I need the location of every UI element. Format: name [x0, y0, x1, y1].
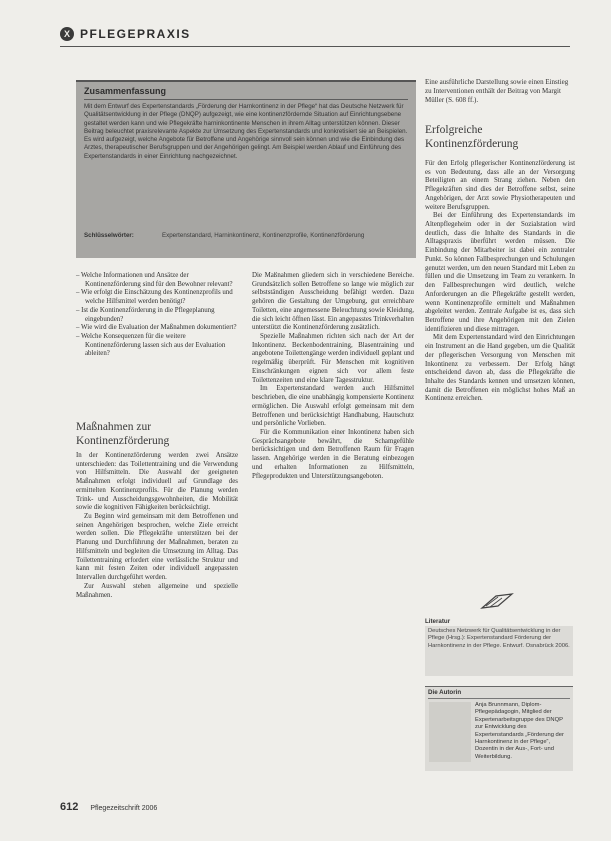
author-text: Anja Brunnmann, Diplom-Pflegepädagogin, Mitglied der Expertenarbeitsgruppe des DNQP zur Entwicklung des Expertenstandards „Förderung der Harnkontinenz in der Pflege“, Dozentin in der Aus-, Fort- und Weiterbildung. [475, 702, 564, 760]
author-box [425, 686, 573, 771]
brand-badge-icon: X [60, 27, 74, 41]
paragraph: Zu Beginn wird gemeinsam mit dem Betroffenen und seinen Angehörigen besprochen, welche Ziele erreicht werden sollen. Die Pflegekräfte unterstützen bei der Planung und Durchführung der Maßnahmen, beraten zu Hilfsmitteln und begleiten die Umsetzung im Alltag. Das Toilettentraining erfordert eine verlässliche Struktur und kann mit festen Zeiten oder individuell angepassten Intervallen durchgeführt werden. [76, 513, 238, 582]
literature-heading: Literatur [425, 618, 451, 625]
paragraph: Die Maßnahmen gliedern sich in verschiedene Bereiche. Grundsätzlich sollen Betroffene so lange wie möglich zur selbstständigen Ausscheidung befähigt werden. Dazu gehören die Gestaltung der Umgebung, gut erreichbare Toiletten, eine angemessene Beleuchtung sowie Kleidung, die sich leicht öffnen lässt. Ein angepasstes Trinkverhalten unterstützt die Kontinenzförderung zusätzlich. [252, 272, 414, 332]
brand-header [60, 27, 191, 41]
keywords-label: Schlüsselwörter: [84, 232, 134, 239]
author-divider [428, 698, 570, 699]
right-column-continuation: Eine ausführliche Darstellung sowie einen Einstieg zu Interventionen enthält der Beitrag von Margit Müller (S. 608 ff.). [425, 78, 569, 104]
book-icon [480, 590, 514, 612]
paragraph: Zur Auswahl stehen allgemeine und spezielle Maßnahmen. [76, 582, 238, 599]
author-heading: Die Autorin [428, 689, 462, 696]
summary-heading: Zusammenfassung [84, 86, 167, 96]
summary-box [76, 80, 416, 258]
paragraph: Für die Kommunikation einer Inkontinenz haben sich Gesprächsangebote bewährt, die Schamgefühle berücksichtigen und dem Betroffenen Raum für Fragen lassen. Angehörige werden in die Beratung einbezogen und erhalten Informationen zu Hilfsmitteln, Pflegeprodukten und Unterstützungsangeboten. [252, 428, 414, 480]
right-column-text [425, 160, 575, 585]
summary-text: Mit dem Entwurf des Expertenstandards „Förderung der Harnkontinenz in der Pflege“ hat das Deutsche Netzwerk für Qualitätsentwicklung in der Pflege (DNQP) aufgezeigt, wie eine kontinenzfördernde Situation auf Einrichtungsebene gestaltet werden kann und wie Pflegekräfte harninkontinente Menschen in ihrem Alltag unterstützen können. Dieser Beitrag beleuchtet praxisrelevante Aspekte zur Umsetzung des Expertenstandards und konkretisiert sie an Beispielen. Es wird aufgezeigt, welche Angebote für Betroffene und Angehörige sinnvoll sein können und wie die Einbindung des Arztes, therapeutischer Berufsgruppen und der Angehörigen gelingt. Am Beispiel werden Ablauf und Einführung des Expertenstandards in einer Einrichtung nachgezeichnet. [84, 103, 408, 160]
left-column-text [76, 452, 238, 792]
list-item: – Wie erfolgt die Einschätzung des Kontinenzprofils und welche Hilfsmittel werden benötigt? [76, 289, 233, 306]
section-title: PFLEGEPRAXIS [80, 27, 191, 41]
summary-divider [84, 99, 408, 100]
heading-measures: Maßnahmen zur Kontinenzförderung [76, 421, 170, 447]
paragraph: Für den Erfolg pflegerischer Kontinenzförderung ist es von Bedeutung, dass alle an der Versorgung Beteiligten an einem Strang ziehen. Neben den Pflegekräften sind dies der Betroffene selbst, seine Angehörigen, der Arzt sowie Physiotherapeuten und weitere Berufsgruppen. [425, 160, 575, 211]
page-footer [60, 801, 157, 813]
list-item: – Welche Informationen und Ansätze der Kontinenzförderung sind für den Bewohner relevant? [76, 272, 233, 288]
paragraph: Bei der Einführung des Expertenstandards im Altenpflegeheim oder in der Sozialstation wird deutlich, dass die Inhalte des Standards in die Alltagspraxis überführt werden müssen. Die Einbindung der Mitarbeiter ist dabei ein zentraler Punkt. So können Fallbesprechungen und Schulungen genutzt werden, um den neuen Standard mit Leben zu füllen und die Umsetzung im Team zu verankern. In den Fallbesprechungen wird deutlich, welche Anforderungen an die Pflegekräfte gestellt werden, wenn Kontinenzprofile ermittelt und Maßnahmen abgeleitet werden. Zentrale Aufgabe ist es, dass sich Betroffene und ihre Angehörigen mit den Zielen identifizieren und diese mittragen. [425, 212, 575, 333]
list-item: – Wie wird die Evaluation der Maßnahmen dokumentiert? [76, 324, 237, 332]
header-divider [60, 46, 570, 47]
question-list [76, 272, 238, 359]
journal-name: Pflegezeitschrift 2006 [90, 805, 158, 812]
list-item: – Welche Konsequenzen für die weitere Kontinenzförderung lassen sich aus der Evaluation ableiten? [76, 333, 226, 358]
list-item: – Ist die Kontinenzförderung in die Pflegeplanung eingebunden? [76, 306, 215, 323]
literature-text: Deutsches Netzwerk für Qualitätsentwicklung in der Pflege (Hrsg.): Expertenstandard Förderung der Harnkontinenz in der Pflege. Entwurf. Osnabrück 2006. [425, 626, 573, 676]
page-number: 612 [60, 801, 79, 813]
paragraph: Mit dem Expertenstandard wird den Einrichtungen ein Instrument an die Hand gegeben, um die Qualität der pflegerischen Versorgung von Menschen mit Inkontinenz zu verbessern. Der Erfolg hängt entscheidend davon ab, dass die Pflegekräfte die Inhalte des Standards kennen und umsetzen können, damit die Betroffenen ein möglichst hohes Maß an Kontinenz erreichen. [425, 334, 575, 403]
paragraph: In der Kontinenzförderung werden zwei Ansätze unterschieden: das Toilettentraining und die Verwendung von Hilfsmitteln. Die Auswahl der geeigneten Maßnahmen erfolgt individuell auf Grundlage des ermittelten Kontinenzprofils. Für die Planung werden Trink- und Ausscheidungsgewohnheiten, die Mobilität sowie die kognitiven Fähigkeiten berücksichtigt. [76, 452, 238, 512]
author-photo [429, 702, 471, 762]
keywords-text: Expertenstandard, Harninkontinenz, Kontinenzprofile, Kontinenzförderung [162, 232, 365, 239]
paragraph: Im Expertenstandard werden auch Hilfsmittel beschrieben, die eine unabhängig kompensierte Kontinenz ermöglichen. Die Auswahl erfolgt gemeinsam mit dem Betroffenen und berücksichtigt Handhabung, Hautschutz und persönliche Vorlieben. [252, 385, 414, 428]
heading-successful-continence: Erfolgreiche Kontinenzförderung [425, 124, 519, 150]
middle-column-text [252, 272, 414, 792]
paragraph: Spezielle Maßnahmen richten sich nach der Art der Inkontinenz. Beckenbodentraining, Blasentraining und angebotene Toilettengänge werden individuell geplant und regelmäßig überprüft. Für Menschen mit kognitiven Einschränkungen eignen sich vor allem feste Toilettenzeiten und eine klare Tagesstruktur. [252, 333, 414, 384]
